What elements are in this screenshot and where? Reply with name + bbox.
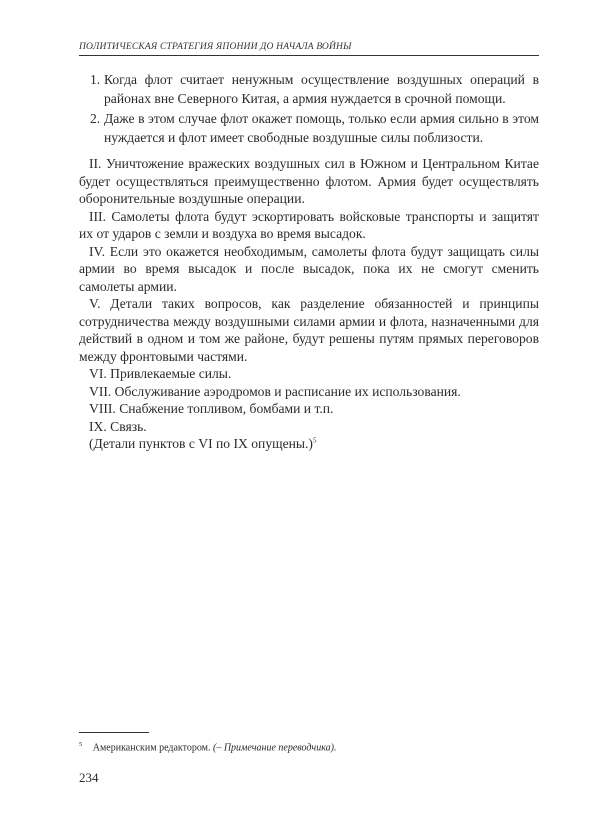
footnote-text: Американским редактором. — [92, 742, 211, 754]
list-item-number: 1. — [90, 72, 101, 87]
list-item-number: 2. — [90, 111, 101, 126]
omission-note-text: (Детали пунктов с VI по IX опущены.) — [89, 436, 313, 451]
paragraph: V. Детали таких вопросов, как разделение обязанностей и принципы сотрудничества между воздушными силами армии и флота, назначенными для действий в одном и том же районе, будут решены путям прямых переговоров между фронтовыми частями. — [79, 296, 539, 364]
footnote — [79, 738, 539, 754]
omission-note — [79, 435, 539, 453]
footnote-rule — [79, 732, 149, 733]
paragraph: III. Самолеты флота будут эскортировать войсковые транспорты и защитят их от ударов с земли и воздуха во время высадок. — [79, 208, 539, 241]
list-item-text: Когда флот считает ненужным осуществление воздушных операций в районах вне Северного Китая, а армия нуждается в срочной помощи. — [104, 72, 539, 106]
footnote-translator-note: (– Примечание переводчика). — [213, 742, 337, 754]
list-item-text: Даже в этом случае флот окажет помощь, только если армия сильно в этом нуждается и флот имеет свободные воздушные силы поблизости. — [104, 111, 539, 145]
running-head: ПОЛИТИЧЕСКАЯ СТРАТЕГИЯ ЯПОНИИ ДО НАЧАЛА ВОЙНЫ — [79, 42, 352, 52]
body-text — [79, 155, 539, 453]
header-rule — [79, 55, 539, 56]
numbered-list — [79, 71, 539, 149]
paragraph: VIII. Снабжение топливом, бомбами и т.п. — [89, 401, 334, 416]
footnote-reference[interactable]: 5 — [312, 436, 317, 445]
footnote-mark: 5 — [79, 741, 83, 748]
paragraph: IV. Если это окажется необходимым, самолеты флота будут защищать силы армии во время высадок и после высадок, пока их не смогут сменить самолеты армии. — [79, 243, 539, 294]
paragraph: VI. Привлекаемые силы. — [89, 366, 232, 381]
list-item — [79, 110, 539, 147]
page-number: 234 — [79, 770, 99, 785]
paragraph: IX. Связь. — [89, 418, 147, 434]
list-item — [79, 71, 539, 108]
paragraph: II. Уничтожение вражеских воздушных сил в Южном и Центральном Китае будет осуществляться преимущественно флотом. Армия будет осуществлять оборонительные воздушные операции. — [79, 156, 539, 206]
paragraph: VII. Обслуживание аэродромов и расписание их использования. — [89, 383, 461, 399]
